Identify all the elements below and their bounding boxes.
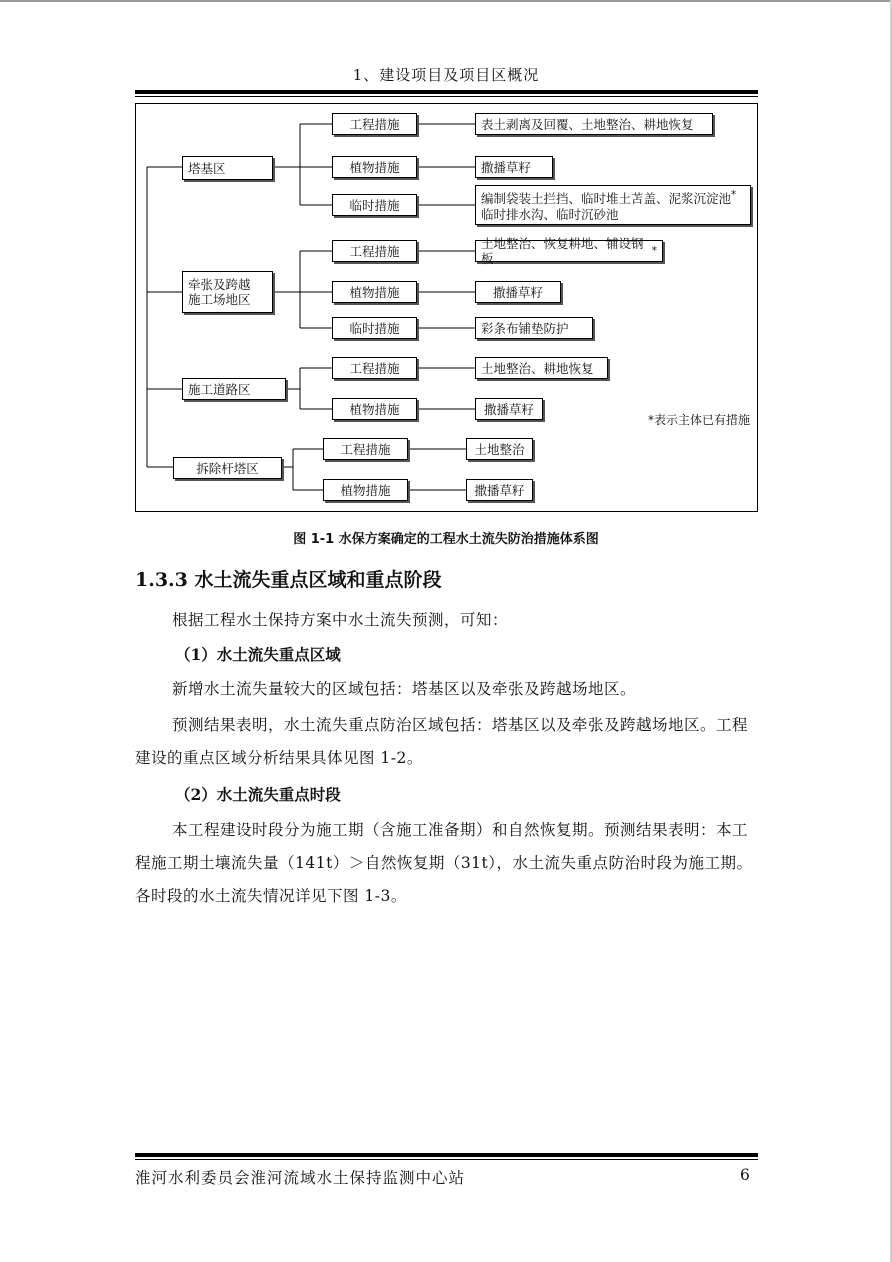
sub-heading-key-periods: （2）水土流失重点时段: [175, 785, 341, 804]
measure-label: 临时措施: [349, 320, 400, 336]
result-label: 土地整治、恢复耕地、铺设钢板: [481, 236, 644, 266]
measure-label: 工程措施: [349, 360, 400, 376]
measure-label: 工程措施: [340, 441, 391, 457]
paragraph-key-periods: 本工程建设时段分为施工期（含施工准备期）和自然恢复期。预测结果表明：本工程施工期土壤流失量（141t）＞自然恢复期（31t），水土流失重点防治时段为施工期。各时段的水土流失情况详见下图 1-3。: [135, 821, 753, 905]
footer-rule-thin: [135, 1159, 758, 1160]
page-edge: [0, 0, 892, 2]
header-rule-thick: [135, 90, 758, 94]
area-demolish: [173, 457, 282, 479]
measure-system-diagram: [135, 103, 758, 512]
road-engineering-measure: [332, 357, 417, 379]
area-tension-label-1: 牵张及跨越: [188, 277, 251, 292]
result-label: 土地整治、耕地恢复: [481, 360, 594, 376]
figure-caption: 图 1-1 水保方案确定的工程水土流失防治措施体系图: [293, 532, 599, 547]
demolish-vegetation-result: [466, 479, 533, 501]
tower-temporary-measure: [332, 194, 417, 216]
tower-vegetation-measure: [332, 156, 417, 178]
area-demolish-label: 拆除杆塔区: [196, 460, 259, 476]
tension-vegetation-result: [475, 281, 561, 303]
tension-temporary-measure: [332, 317, 417, 339]
paragraph-key-prevention-areas: 预测结果表明，水土流失重点防治区域包括：塔基区以及牵张及跨越场地区。工程建设的重点区域分析结果具体见图 1-2。: [135, 716, 749, 767]
demolish-vegetation-measure: [323, 479, 408, 501]
tower-engineering-result: [475, 113, 713, 135]
demolish-engineering-result: [466, 438, 533, 460]
footer-organization: 淮河水利委员会淮河流域水土保持监测中心站: [135, 1169, 466, 1187]
tension-engineering-measure: [332, 240, 417, 262]
measure-label: 植物措施: [349, 159, 400, 175]
tower-vegetation-result: [475, 156, 553, 178]
result-label: 撒播草籽: [492, 284, 543, 300]
measure-label: 植物措施: [340, 482, 391, 498]
footer-rule-thick: [135, 1153, 758, 1157]
running-header: 1、建设项目及项目区概况: [352, 66, 540, 84]
result-label: 表土剥离及回覆、土地整治、耕地恢复: [481, 116, 694, 132]
area-road-label: 施工道路区: [188, 381, 251, 397]
page-number: 6: [740, 1166, 750, 1184]
tension-engineering-result: [475, 236, 663, 266]
measure-label: 工程措施: [349, 243, 400, 259]
tower-engineering-measure: [332, 113, 417, 135]
result-label-1: 编制袋装土拦挡、临时堆土苫盖、泥浆沉淀池: [481, 191, 732, 207]
area-road: [182, 378, 286, 400]
result-label: 撒播草籽: [483, 401, 534, 417]
diagram-note: *表示主体已有措施: [648, 413, 751, 427]
section-heading: 1.3.3 水土流失重点区域和重点阶段: [135, 569, 442, 591]
road-vegetation-result: [475, 398, 543, 420]
tension-temporary-result: [475, 317, 593, 339]
measure-label: 工程措施: [349, 116, 400, 132]
road-vegetation-measure: [332, 398, 417, 420]
existing-measure-star: *: [651, 244, 657, 257]
result-label-2: 临时排水沟、临时沉砂池: [481, 206, 619, 222]
result-label: 彩条布铺垫防护: [481, 320, 569, 336]
existing-measure-star: *: [731, 189, 737, 202]
result-label: 土地整治: [474, 441, 525, 457]
measure-label: 植物措施: [349, 401, 400, 417]
paragraph-new-loss-areas: 新增水土流失量较大的区域包括：塔基区以及牵张及跨越场地区。: [172, 680, 637, 698]
intro-paragraph: 根据工程水土保持方案中水土流失预测，可知：: [172, 611, 509, 629]
tension-vegetation-measure: [332, 281, 417, 303]
header-rule-thin: [135, 96, 758, 97]
sub-heading-key-areas: （1）水土流失重点区域: [175, 645, 341, 664]
area-tower: [182, 156, 273, 180]
measure-label: 植物措施: [349, 284, 400, 300]
measure-label: 临时措施: [349, 197, 400, 213]
area-tension-label-2: 施工场地区: [188, 292, 251, 307]
result-label: 撒播草籽: [474, 482, 525, 498]
area-tension-site: [182, 271, 273, 313]
area-tower-label: 塔基区: [188, 160, 226, 176]
road-engineering-result: [475, 357, 608, 379]
demolish-engineering-measure: [323, 438, 408, 460]
tower-temporary-result: [475, 185, 751, 225]
result-label: 撒播草籽: [481, 159, 532, 175]
